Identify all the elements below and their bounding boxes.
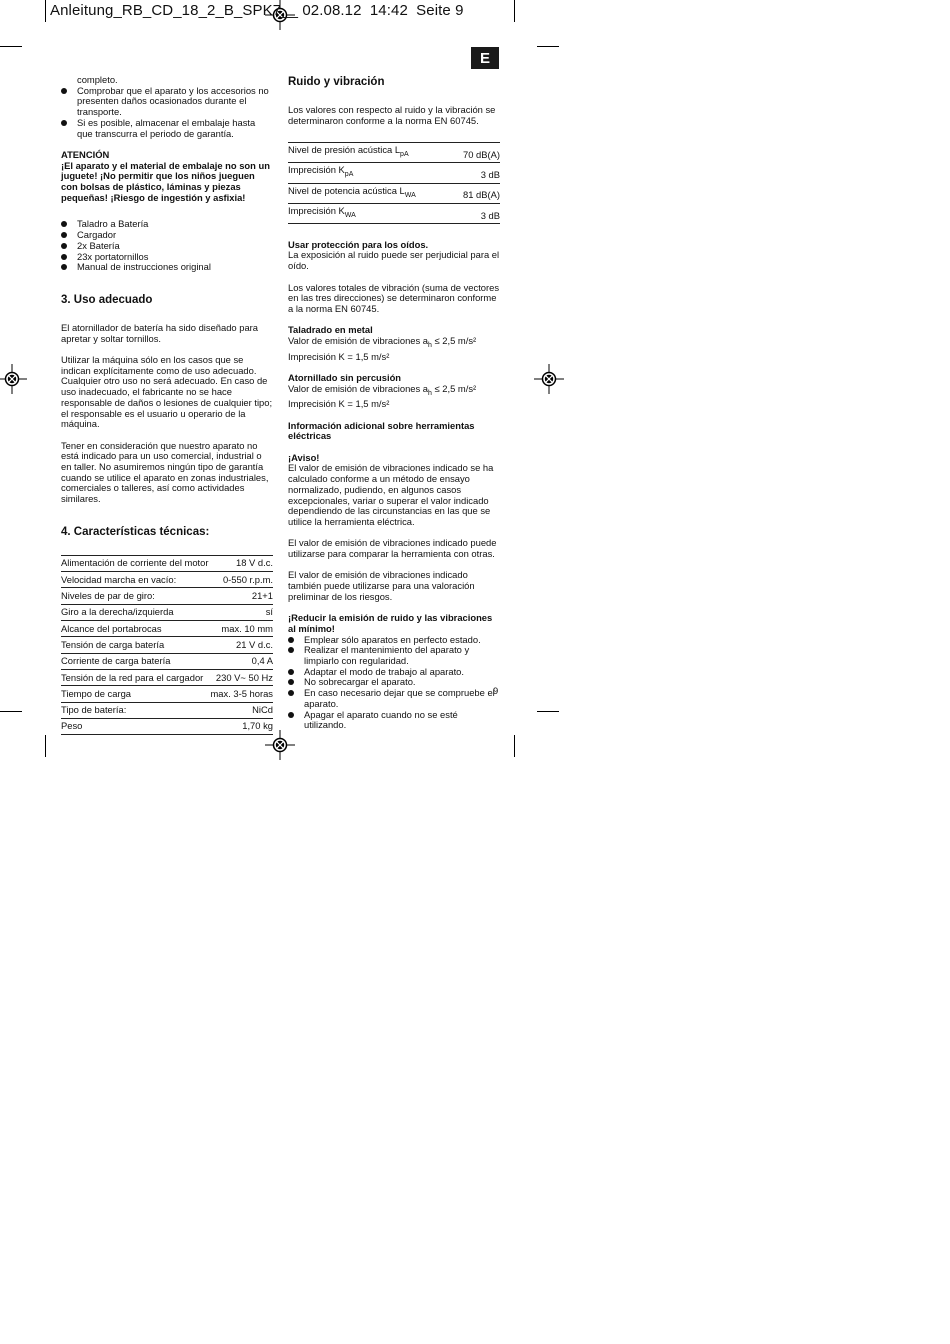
paragraph: Utilizar la máquina sólo en los casos que se indican explícitamente como de uso adecuado. Cualquier otro uso no será adecuado. En caso de uso inadecuado, el fabricante no se hace responsable de daños o lesiones de cualquier tipo; el responsable es el usuario u operario de la máquina. [61, 354, 273, 430]
reduce-list [288, 635, 500, 731]
section-heading: 3. Uso adecuado [61, 293, 153, 306]
section-heading: 4. Características técnicas: [61, 525, 210, 538]
list-item: 2x Batería [61, 241, 273, 252]
noise-label: Imprecisión $K_{pA}$ [288, 163, 452, 183]
table-row [288, 183, 500, 203]
aviso-title: ¡Aviso! [288, 451, 320, 463]
screw-uncertainty: Imprecisión K = 1,5 m/s² [288, 398, 390, 410]
paragraph: El valor de emisión de vibraciones indicado puede utilizarse para comparar la herramienta con otras. [288, 537, 497, 560]
list-item: Taladro a Batería [61, 219, 273, 230]
spec-label: Tiempo de carga [61, 686, 210, 702]
list-item: No sobrecargar el aparato. [288, 677, 500, 688]
slug-line [50, 2, 464, 19]
warning-text: ¡El aparato y el material de embalaje no son un juguete! ¡No permitir que los niños jueguen con bolsas de plástico, láminas y piezas pequeñas! ¡Riesgo de ingestión y asfixia! [61, 159, 270, 203]
list-item: Si es posible, almacenar el embalaje hasta que transcurra el periodo de garantía. [61, 118, 273, 139]
spec-label: Alcance del portabrocas [61, 621, 210, 637]
specs-table [61, 555, 273, 735]
noise-label: Nivel de presión acústica $L_{pA}$ [288, 143, 452, 163]
spec-value: max. 3-5 horas [210, 686, 273, 702]
table-row [61, 637, 273, 653]
paragraph: La exposición al ruido puede ser perjudicial para el oído. [288, 249, 500, 272]
crop-mark [514, 735, 515, 757]
left-column [61, 75, 273, 735]
unpacking-list [61, 86, 273, 140]
registration-mark-icon [534, 364, 564, 394]
slug-time: 14:42 [369, 2, 408, 19]
table-row [288, 163, 500, 183]
spec-label: Alimentación de corriente del motor [61, 555, 210, 571]
list-item: Cargador [61, 230, 273, 241]
spec-value: 18 V d.c. [210, 555, 273, 571]
continued-text: completo. [77, 74, 118, 85]
registration-mark-icon [0, 364, 27, 394]
spec-value: 230 V~ 50 Hz [210, 669, 273, 685]
paragraph: El atornillador de batería ha sido diseñado para apretar y soltar tornillos. [61, 321, 259, 344]
spec-value: NiCd [210, 702, 273, 718]
crop-mark [0, 46, 22, 47]
spec-value: sí [210, 604, 273, 620]
list-item: Adaptar el modo de trabajo al aparato. [288, 667, 500, 678]
screw-title: Atornillado sin percusión [288, 371, 402, 383]
spec-label: Peso [61, 718, 210, 734]
table-row [61, 653, 273, 669]
table-row [61, 702, 273, 718]
paragraph: El valor de emisión de vibraciones indicado también puede utilizarse para una valoración preliminar de los riesgos. [288, 569, 475, 602]
list-item: En caso necesario dejar que se compruebe el aparato. [288, 688, 500, 709]
spec-label: Niveles de par de giro: [61, 588, 210, 604]
info-title: Información adicional sobre herramientas eléctricas [288, 419, 475, 442]
crop-mark [537, 711, 559, 712]
table-row [61, 588, 273, 604]
table-row [61, 669, 273, 685]
spec-value: max. 10 mm [210, 621, 273, 637]
spec-label: Giro a la derecha/izquierda [61, 604, 210, 620]
reduce-title: ¡Reducir la emisión de ruido y las vibraciones al mínimo! [288, 612, 493, 634]
list-item: 23x portatornillos [61, 252, 273, 263]
table-row [61, 718, 273, 734]
spec-value: 0,4 A [210, 653, 273, 669]
table-row [61, 604, 273, 620]
list-item: Comprobar que el aparato y los accesorios no presenten daños ocasionados durante el transporte. [61, 86, 273, 118]
spec-label: Tipo de batería: [61, 702, 210, 718]
warning-title: ATENCIÓN [61, 148, 110, 160]
paragraph: Los valores totales de vibración (suma de vectores en las tres direcciones) se determinaron conforme a la norma EN 60745. [288, 281, 500, 314]
paragraph: Los valores con respecto al ruido y la vibración se determinaron conforme a la norma EN 60745. [288, 104, 496, 126]
crop-mark [45, 0, 46, 22]
spec-value: 0-550 r.p.m. [210, 572, 273, 588]
crop-mark [0, 711, 22, 712]
contents-list [61, 219, 273, 273]
table-row [61, 572, 273, 588]
drill-value-line: Valor de emisión de vibraciones $a_h \le 2,5$ m/s² [288, 335, 477, 349]
crop-mark [537, 46, 559, 47]
language-badge: E [471, 47, 499, 69]
spec-label: Tensión de la red para el cargador [61, 669, 210, 685]
slug-page: Seite 9 [416, 2, 464, 19]
spec-value: 21+1 [210, 588, 273, 604]
spec-label: Tensión de carga batería [61, 637, 210, 653]
spec-label: Velocidad marcha en vacío: [61, 572, 210, 588]
noise-value: 70 dB(A) [452, 143, 500, 163]
noise-label: Nivel de potencia acústica $L_{WA}$ [288, 183, 452, 203]
list-item: Emplear sólo aparatos en perfecto estado. [288, 635, 500, 646]
paragraph: El valor de emisión de vibraciones indicado se ha calculado conforme a un método de ensayo normalizado, pudiendo, en algunos casos excepcionales, variar o superar el valor indicado dependiendo de las circunstancias en las que se utilice la herramienta eléctrica. [288, 462, 494, 527]
list-item: Manual de instrucciones original [61, 262, 273, 273]
screw-value-line: Valor de emisión de vibraciones $a_h \le 2,5$ m/s² [288, 382, 477, 397]
table-row [61, 686, 273, 702]
noise-value: 3 dB [452, 203, 500, 223]
drill-uncertainty: Imprecisión K = 1,5 m/s² [288, 350, 390, 362]
paragraph: Tener en consideración que nuestro aparato no está indicado para un uso comercial, industrial o en taller. No asumiremos ningún tipo de garantía cuando se utilice el aparato en zonas industriales, comerciales o talleres, así como actividades similares. [61, 439, 269, 505]
spec-value: 21 V d.c. [210, 637, 273, 653]
table-row [288, 203, 500, 223]
noise-table [288, 142, 500, 223]
noise-value: 81 dB(A) [452, 183, 500, 203]
slug-date: 02.08.12 [302, 2, 362, 19]
noise-value: 3 dB [452, 163, 500, 183]
crop-mark [45, 735, 46, 757]
hearing-title: Usar protección para los oídos. [288, 238, 429, 250]
drill-title: Taladrado en metal [288, 324, 373, 336]
noise-label: Imprecisión $K_{WA}$ [288, 203, 452, 223]
spec-value: 1,70 kg [210, 718, 273, 734]
slug-file: Anleitung_RB_CD_18_2_B_SPK7__ [50, 2, 299, 19]
spec-label: Corriente de carga batería [61, 653, 210, 669]
page-number: 9 [493, 685, 499, 696]
right-column [288, 75, 500, 731]
table-row [61, 555, 273, 571]
section-heading: Ruido y vibración [288, 76, 385, 88]
list-item: Realizar el mantenimiento del aparato y limpiarlo con regularidad. [288, 645, 500, 666]
table-row [288, 143, 500, 163]
list-item: Apagar el aparato cuando no se esté utilizando. [288, 710, 500, 731]
crop-mark [514, 0, 515, 22]
table-row [61, 621, 273, 637]
